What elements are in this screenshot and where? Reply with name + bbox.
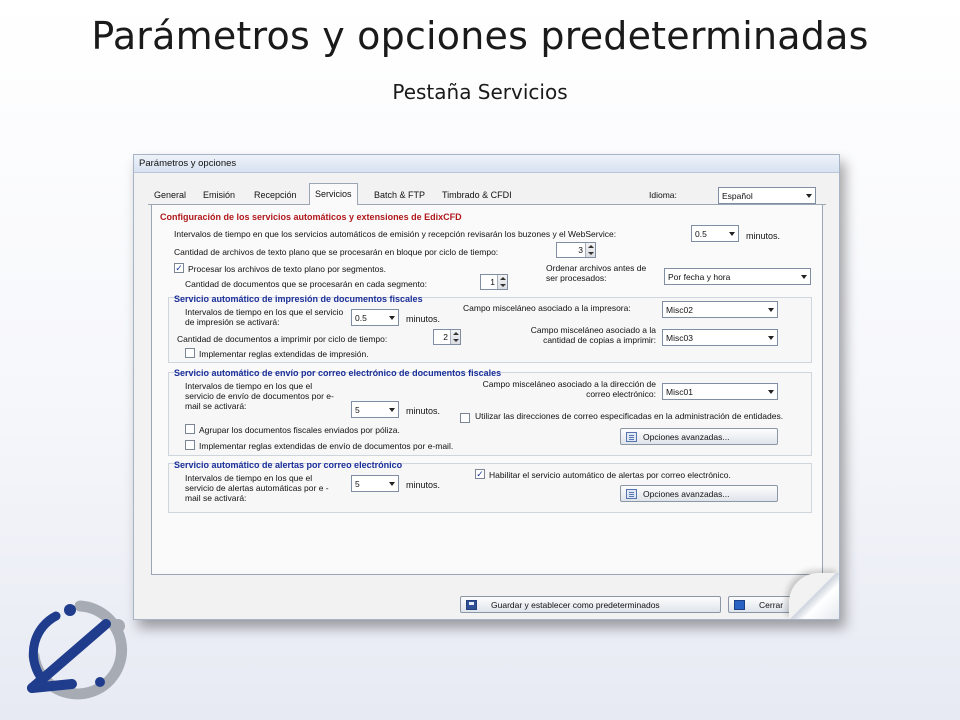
printer-misc-label: Campo misceláneo asociado a la impresora: — [463, 303, 631, 313]
logo-gray-dot — [111, 619, 125, 633]
printer-misc-value: Misc02 — [666, 305, 693, 315]
email-misc-value: Misc01 — [666, 387, 693, 397]
document-icon — [626, 432, 637, 442]
stepper-arrows-icon[interactable] — [497, 275, 507, 289]
print-docs-label: Cantidad de documentos a imprimir por ciclo de tiempo: — [177, 334, 388, 344]
stepper-arrows-icon[interactable] — [585, 243, 595, 257]
print-interval-select[interactable] — [351, 309, 399, 326]
page-curl-decoration — [789, 573, 839, 619]
group-by-policy-checkbox[interactable] — [185, 424, 195, 434]
tab-emision[interactable]: Emisión — [203, 190, 236, 200]
enable-alerts-label: Habilitar el servicio automático de alertas por correo electrónico. — [489, 470, 731, 480]
alerts-advanced-options-button[interactable] — [620, 485, 778, 502]
tab-servicios[interactable]: Servicios — [309, 183, 358, 205]
logo-blue-dot — [64, 604, 76, 616]
interval-label: Intervalos de tiempo en que los servicios automáticos de emisión y recepción revisarán los buzones y el WebService: — [174, 229, 617, 239]
tab-recepcion[interactable]: Recepción — [254, 190, 297, 200]
docs-per-segment-value: 1 — [490, 277, 495, 287]
logo-blue-base — [32, 684, 72, 688]
chevron-down-icon — [801, 275, 807, 279]
copies-misc-select[interactable] — [662, 329, 778, 346]
docs-per-segment-label: Cantidad de documentos que se procesarán en cada segmento: — [185, 279, 427, 289]
alerts-service-header: Servicio automático de alertas por correo electrónico — [174, 460, 403, 470]
segments-label: Procesar los archivos de texto plano por segmentos. — [188, 264, 386, 274]
interval-select[interactable] — [691, 225, 739, 242]
email-extended-rules-label: Implementar reglas extendidas de envío de documentos por e-mail. — [199, 441, 454, 451]
alerts-interval-value: 5 — [355, 479, 360, 489]
email-misc-label: Campo misceláneo asociado a la dirección de correo electrónico: — [482, 379, 656, 399]
files-per-cycle-stepper[interactable] — [556, 242, 596, 258]
chevron-down-icon — [389, 408, 395, 412]
window-title: Parámetros y opciones — [139, 158, 237, 169]
order-files-label: Ordenar archivos antes de ser procesados: — [546, 263, 647, 283]
save-icon — [466, 600, 477, 610]
printer-misc-select[interactable] — [662, 301, 778, 318]
interval-unit: minutos. — [746, 231, 781, 241]
tab-timbrado-cfdi[interactable]: Timbrado & CFDI — [442, 190, 512, 200]
print-interval-label: Intervalos de tiempo en los que el servicio de impresión se activará: — [185, 307, 344, 327]
print-interval-value: 0.5 — [355, 313, 367, 323]
order-files-select[interactable] — [664, 268, 811, 285]
email-interval-unit: minutos. — [406, 406, 441, 416]
print-docs-value: 2 — [443, 332, 448, 342]
company-logo — [10, 596, 140, 706]
chevron-down-icon — [389, 482, 395, 486]
email-interval-label: Intervalos de tiempo en los que el servicio de envío de documentos por e-mail se activará: — [185, 381, 334, 411]
use-admin-emails-checkbox[interactable] — [460, 413, 470, 423]
language-select[interactable] — [718, 187, 816, 204]
use-admin-emails-label: Utilizar las direcciones de correo especificadas en la administración de entidades. — [475, 411, 784, 421]
email-interval-select[interactable] — [351, 401, 399, 418]
save-defaults-button[interactable] — [460, 596, 721, 613]
copies-misc-label: Campo misceláneo asociado a la cantidad de copias a imprimir: — [530, 325, 656, 345]
alerts-interval-select[interactable] — [351, 475, 399, 492]
email-advanced-options-label: Opciones avanzadas... — [643, 432, 730, 442]
group-by-policy-label: Agrupar los documentos fiscales enviados por póliza. — [199, 425, 400, 435]
close-icon — [734, 600, 745, 610]
email-advanced-options-button[interactable] — [620, 428, 778, 445]
language-label: Idioma: — [649, 190, 677, 200]
print-interval-unit: minutos. — [406, 314, 441, 324]
order-files-value: Por fecha y hora — [668, 272, 731, 282]
print-service-header: Servicio automático de impresión de documentos fiscales — [174, 294, 423, 304]
segments-checkbox[interactable]: ✓ — [175, 263, 183, 273]
document-icon — [626, 489, 637, 499]
servicios-panel — [151, 205, 823, 575]
email-extended-rules-checkbox[interactable] — [185, 440, 195, 450]
chevron-down-icon — [768, 390, 774, 394]
files-per-cycle-value: 3 — [578, 245, 583, 255]
stepper-arrows-icon[interactable] — [450, 330, 460, 344]
close-label: Cerrar — [759, 600, 784, 610]
email-misc-select[interactable] — [662, 383, 778, 400]
email-interval-value: 5 — [355, 405, 360, 415]
language-value: Español — [722, 191, 753, 201]
alerts-interval-unit: minutos. — [406, 480, 441, 490]
chevron-down-icon — [729, 232, 735, 236]
alerts-advanced-options-label: Opciones avanzadas... — [643, 489, 730, 499]
print-extended-rules-checkbox[interactable] — [185, 348, 195, 358]
slide-title: Parámetros y opciones predeterminadas — [91, 14, 869, 58]
alerts-interval-label: Intervalos de tiempo en los que el servicio de alertas automáticas por e -mail se activará: — [185, 473, 329, 503]
copies-misc-value: Misc03 — [666, 333, 693, 343]
email-service-header: Servicio automático de envío por correo electrónico de documentos fiscales — [174, 368, 502, 378]
enable-alerts-checkbox[interactable]: ✓ — [476, 469, 484, 479]
print-docs-stepper[interactable] — [433, 329, 461, 345]
chevron-down-icon — [806, 194, 812, 198]
window-titlebar — [134, 155, 839, 173]
interval-value: 0.5 — [695, 229, 707, 239]
chevron-down-icon — [768, 336, 774, 340]
docs-per-segment-stepper[interactable] — [480, 274, 508, 290]
print-extended-rules-label: Implementar reglas extendidas de impresión. — [199, 349, 369, 359]
slide-subtitle: Pestaña Servicios — [392, 80, 568, 104]
logo-blue-dot-small — [95, 677, 105, 687]
tab-batch-ftp[interactable]: Batch & FTP — [374, 190, 426, 200]
save-defaults-label: Guardar y establecer como predeterminados — [491, 600, 660, 610]
chevron-down-icon — [389, 316, 395, 320]
tab-general[interactable]: General — [154, 190, 187, 200]
config-section-header: Configuración de los servicios automáticos y extensiones de EdixCFD — [160, 212, 462, 222]
files-per-cycle-label: Cantidad de archivos de texto plano que se procesarán en bloque por ciclo de tiempo: — [174, 247, 499, 257]
chevron-down-icon — [768, 308, 774, 312]
parameters-window — [133, 154, 840, 620]
